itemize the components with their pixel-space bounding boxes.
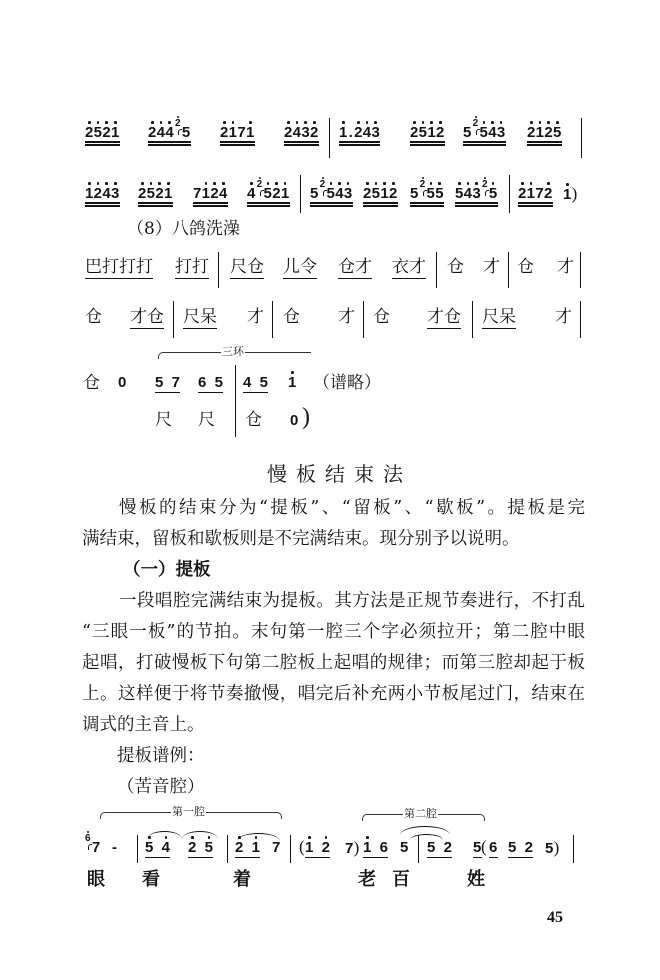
syllable: 仓 — [338, 257, 355, 277]
note: 5 — [473, 839, 482, 856]
syllable: 尺 — [230, 257, 247, 277]
percussion-group — [183, 309, 217, 329]
syllable: 仓 — [373, 307, 390, 327]
note: 6 — [198, 374, 207, 391]
note: 5 — [552, 124, 562, 141]
syllable: 才 — [557, 257, 574, 277]
note: 5 — [204, 839, 214, 856]
note: 4 — [362, 124, 372, 141]
note-group — [400, 840, 409, 856]
syllable: 呆 — [499, 307, 516, 327]
syllable: 仓 — [245, 410, 262, 430]
syllable: 尺 — [183, 307, 200, 327]
note-group — [339, 125, 380, 146]
note: 2 — [527, 124, 536, 141]
barline — [472, 301, 473, 338]
rest — [290, 413, 299, 429]
note: 4 — [463, 185, 473, 202]
syllable: 衣 — [392, 257, 409, 277]
note: 7 — [91, 839, 101, 856]
barline — [581, 118, 582, 158]
grace-note: 2 — [419, 179, 426, 190]
note-group — [310, 179, 353, 207]
note-group — [545, 840, 560, 857]
parenthesis: ) — [571, 184, 578, 203]
barline — [580, 252, 581, 288]
note: 5 — [371, 185, 381, 202]
barline — [290, 835, 291, 863]
note-group — [272, 840, 281, 856]
note: 2 — [138, 185, 147, 202]
note-group — [220, 125, 255, 146]
lyric: 姓 — [467, 869, 485, 890]
percussion-group — [338, 309, 355, 326]
note: 4 — [243, 374, 252, 391]
percussion-group — [427, 309, 461, 329]
note: 7 — [345, 840, 354, 857]
percussion-group — [245, 412, 262, 429]
rest-note: 0 — [118, 374, 127, 391]
percussion-group — [373, 309, 390, 326]
score-omitted-note: （谱略） — [313, 373, 381, 393]
note: 1 — [228, 124, 238, 141]
syllable: 仓 — [85, 307, 102, 327]
note-group — [410, 179, 444, 207]
lyric: 着 — [233, 869, 251, 890]
extension-dash: - — [112, 839, 118, 856]
note: 4 — [247, 185, 256, 202]
note-group — [155, 375, 180, 393]
lyric: 百 — [392, 869, 410, 890]
note: 1 — [251, 839, 261, 856]
percussion-group — [198, 412, 215, 429]
bracket-label: 第一腔 — [172, 805, 205, 818]
section-8-title: （8）八鸽洗澡 — [127, 219, 240, 239]
note-group — [481, 839, 487, 856]
note: 2 — [518, 185, 527, 202]
grace-note: 2 — [319, 179, 326, 190]
note-group — [247, 179, 290, 207]
barline — [436, 252, 437, 288]
percussion-group — [557, 259, 574, 276]
percussion-group — [130, 309, 164, 329]
tune-name: （苦音腔） — [117, 777, 205, 797]
lyric: 老 — [358, 869, 376, 890]
note: 2 — [354, 124, 363, 141]
note: 5 — [259, 374, 269, 391]
grace-note: 6 — [85, 833, 91, 844]
note-group — [138, 186, 173, 207]
syllable: 呆 — [200, 307, 217, 327]
note: 1 — [339, 124, 348, 141]
rest — [118, 375, 127, 391]
percussion-group — [247, 309, 264, 326]
note: 2 — [435, 124, 445, 141]
barline — [508, 252, 509, 288]
note: 4 — [335, 185, 344, 202]
note: 5 — [93, 124, 103, 141]
note-group — [85, 125, 120, 146]
barline — [173, 301, 174, 338]
note: 4 — [292, 124, 302, 141]
bracket-sanhuan — [158, 345, 311, 359]
syllable: 仓 — [83, 373, 100, 393]
parenthesis: ( — [481, 837, 487, 856]
note: 7 — [272, 839, 281, 856]
note: 2 — [272, 185, 281, 202]
syllable: 打 — [119, 257, 136, 277]
subsection-title: （一）提板 — [123, 560, 211, 580]
bracket-first-phrase — [100, 805, 282, 819]
lyric: 看 — [142, 869, 160, 890]
syllable: 尺 — [482, 307, 499, 327]
note: 2 — [321, 839, 331, 856]
paragraph-line: 调式的主音上。 — [82, 715, 205, 735]
syllable: 打 — [192, 257, 209, 277]
parenthesis: ( — [299, 837, 305, 856]
note: 2 — [544, 124, 553, 141]
note-group — [284, 125, 319, 146]
note: 1 — [110, 124, 120, 141]
note: 2 — [220, 124, 229, 141]
note-group — [288, 375, 297, 391]
percussion-group — [85, 259, 153, 279]
parenthesis: ) — [353, 838, 360, 857]
grace-note: 2 — [481, 179, 488, 190]
note-group — [345, 840, 360, 857]
percussion-group — [392, 259, 426, 279]
note: 1 — [288, 374, 297, 391]
note: 6 — [489, 839, 498, 856]
note: 6 — [379, 839, 389, 856]
lyric: 眼 — [87, 869, 105, 890]
note: 5 — [181, 124, 191, 141]
syllable: 仓 — [444, 307, 461, 327]
percussion-group — [85, 309, 102, 326]
note: 2 — [93, 185, 103, 202]
note: 5 — [146, 185, 156, 202]
note-group — [193, 186, 228, 207]
note: 5 — [508, 839, 517, 856]
percussion-group — [483, 259, 500, 276]
note: 3 — [301, 124, 310, 141]
note: 2 — [210, 185, 219, 202]
note: 7 — [535, 185, 544, 202]
note: 2 — [363, 185, 372, 202]
note: 1 — [305, 839, 314, 856]
note: 4 — [218, 185, 228, 202]
barline — [329, 118, 330, 158]
syllable: 才 — [409, 257, 426, 277]
bracket-second-phrase — [362, 807, 485, 821]
note-group — [410, 125, 445, 146]
syllable: 才 — [427, 307, 444, 327]
note: 1 — [526, 185, 536, 202]
grace-note: 2 — [174, 118, 181, 129]
percussion-group — [155, 412, 172, 429]
note: 2 — [155, 185, 164, 202]
note: 3 — [343, 185, 353, 202]
note: 2 — [284, 124, 293, 141]
note: 3 — [110, 185, 120, 202]
note: 3 — [496, 124, 506, 141]
note-group — [455, 179, 498, 207]
note: 1 — [245, 124, 255, 141]
percussion-group — [555, 309, 572, 326]
note-group — [84, 833, 101, 856]
note: 1 — [280, 185, 290, 202]
note: 2 — [543, 185, 553, 202]
bracket-label: 三环 — [222, 345, 244, 358]
syllable: 儿 — [283, 257, 300, 277]
percussion-group — [175, 259, 209, 279]
note-group — [145, 840, 170, 858]
note: 2 — [410, 124, 419, 141]
percussion-group — [482, 309, 516, 329]
note: 5 — [435, 185, 444, 202]
barline — [300, 175, 301, 213]
barline — [272, 301, 273, 338]
note-group — [235, 840, 260, 858]
note: 5 — [426, 185, 436, 202]
note-group — [563, 186, 578, 203]
note: 5 — [410, 185, 419, 202]
syllable: 才 — [130, 307, 147, 327]
note: 5 — [488, 185, 498, 202]
note-group — [518, 186, 553, 207]
barline — [509, 175, 510, 213]
paragraph-line: 一段唱腔完满结束为提板。其方法是正规节奏进行，不打乱 — [119, 591, 585, 611]
note-group — [148, 118, 191, 146]
note: 5 — [214, 374, 224, 391]
note: 2 — [102, 124, 111, 141]
syllable: 才 — [247, 307, 264, 327]
syllable: 仓 — [517, 257, 534, 277]
example-label: 提板谱例： — [117, 746, 205, 766]
note: 7 — [237, 124, 246, 141]
barline — [235, 365, 236, 437]
syllable: 才 — [555, 307, 572, 327]
syllable: 尺 — [198, 410, 215, 430]
bracket-label: 第二腔 — [404, 807, 437, 820]
syllable: 打 — [175, 257, 192, 277]
syllable: 才 — [355, 257, 372, 277]
note-group — [305, 840, 330, 858]
syllable: 仓 — [147, 307, 164, 327]
syllable: 令 — [300, 257, 317, 277]
note-group — [363, 186, 398, 207]
syllable: 尺 — [155, 410, 172, 430]
note: 5 — [418, 124, 428, 141]
percussion-group — [517, 259, 534, 276]
note-group — [85, 186, 120, 207]
barline — [573, 835, 574, 863]
barline — [218, 252, 219, 288]
note: 1 — [363, 839, 372, 856]
note: 1 — [380, 185, 389, 202]
syllable: 打 — [136, 257, 153, 277]
note: 5 — [400, 839, 409, 856]
note-group — [198, 375, 223, 393]
note-group — [527, 125, 562, 146]
note: 4 — [165, 124, 174, 141]
note: 4 — [161, 839, 171, 856]
note: 2 — [443, 839, 453, 856]
note: 5 — [463, 124, 472, 141]
slur — [182, 831, 218, 839]
syllable: 巴 — [85, 257, 102, 277]
syllable: 仓 — [447, 257, 464, 277]
note: 4 — [488, 124, 497, 141]
percussion-group — [83, 375, 100, 392]
note: 2 — [309, 124, 319, 141]
paragraph-line: 起唱，打破慢板下句第二腔板上起唱的规律；而第三腔却起于板 — [82, 653, 585, 673]
section-heading: 慢板结束法 — [267, 462, 412, 486]
note: 5 — [545, 840, 554, 857]
note: 5 — [455, 185, 464, 202]
note: 3 — [472, 185, 481, 202]
page-number: 45 — [547, 909, 563, 926]
percussion-group — [338, 259, 372, 279]
note: 2 — [188, 839, 197, 856]
percussion-group — [283, 309, 300, 326]
syllable: 仓 — [247, 257, 264, 277]
syllable: 才 — [483, 257, 500, 277]
grace-note: 2 — [472, 118, 479, 129]
note: 3 — [371, 124, 381, 141]
note: 5 — [326, 185, 336, 202]
note: 2 — [524, 839, 534, 856]
note: 5 — [479, 124, 489, 141]
note: 1 — [163, 185, 173, 202]
note: 7 — [171, 374, 181, 391]
note-group — [112, 840, 117, 856]
parenthesis: ) — [553, 838, 560, 857]
note: 2 — [388, 185, 398, 202]
note-group — [243, 375, 268, 393]
note-group — [427, 840, 452, 858]
paragraph-line: 慢板的结束分为“提板”、“留板”、“歇板”。提板是完 — [119, 498, 585, 518]
closing-parenthesis: ) — [302, 404, 310, 430]
note: 1 — [535, 124, 545, 141]
note-group — [188, 840, 213, 858]
percussion-group — [230, 259, 264, 279]
note: 4 — [156, 124, 166, 141]
note: 1 — [201, 185, 211, 202]
note: 5 — [145, 839, 154, 856]
syllable: 打 — [102, 257, 119, 277]
note-group — [489, 840, 498, 858]
barline — [137, 835, 138, 863]
note: 1 — [563, 186, 572, 203]
barline — [580, 301, 581, 338]
note-group — [363, 840, 388, 858]
percussion-group — [283, 259, 317, 279]
note: 5 — [155, 374, 164, 391]
note: 7 — [193, 185, 202, 202]
paragraph-line: “三眼一板”的节拍。末句第一腔三个字必须拉开；第二腔中眼 — [82, 622, 585, 642]
barline — [363, 301, 364, 338]
note: 1 — [427, 124, 436, 141]
note: 5 — [427, 839, 436, 856]
note: 1 — [85, 185, 94, 202]
syllable: 才 — [338, 307, 355, 327]
grace-note: 2 — [256, 179, 263, 190]
note: 4 — [102, 185, 111, 202]
augmentation-dot: . — [348, 124, 354, 141]
note: 2 — [235, 839, 244, 856]
paragraph-line: 上。这样便于将节奏撤慢，唱完后补充两小节板尾过门，结束在 — [82, 684, 585, 704]
barline — [227, 835, 228, 863]
note-group — [463, 118, 506, 146]
note: 5 — [263, 185, 273, 202]
syllable: 仓 — [283, 307, 300, 327]
paragraph-line: 满结束，留板和歇板则是不完满结束。现分别予以说明。 — [82, 529, 520, 549]
note: 2 — [85, 124, 94, 141]
percussion-group — [447, 259, 464, 276]
rest-note: 0 — [290, 412, 299, 429]
note: 2 — [148, 124, 157, 141]
note-group — [508, 840, 533, 858]
note: 5 — [310, 185, 319, 202]
